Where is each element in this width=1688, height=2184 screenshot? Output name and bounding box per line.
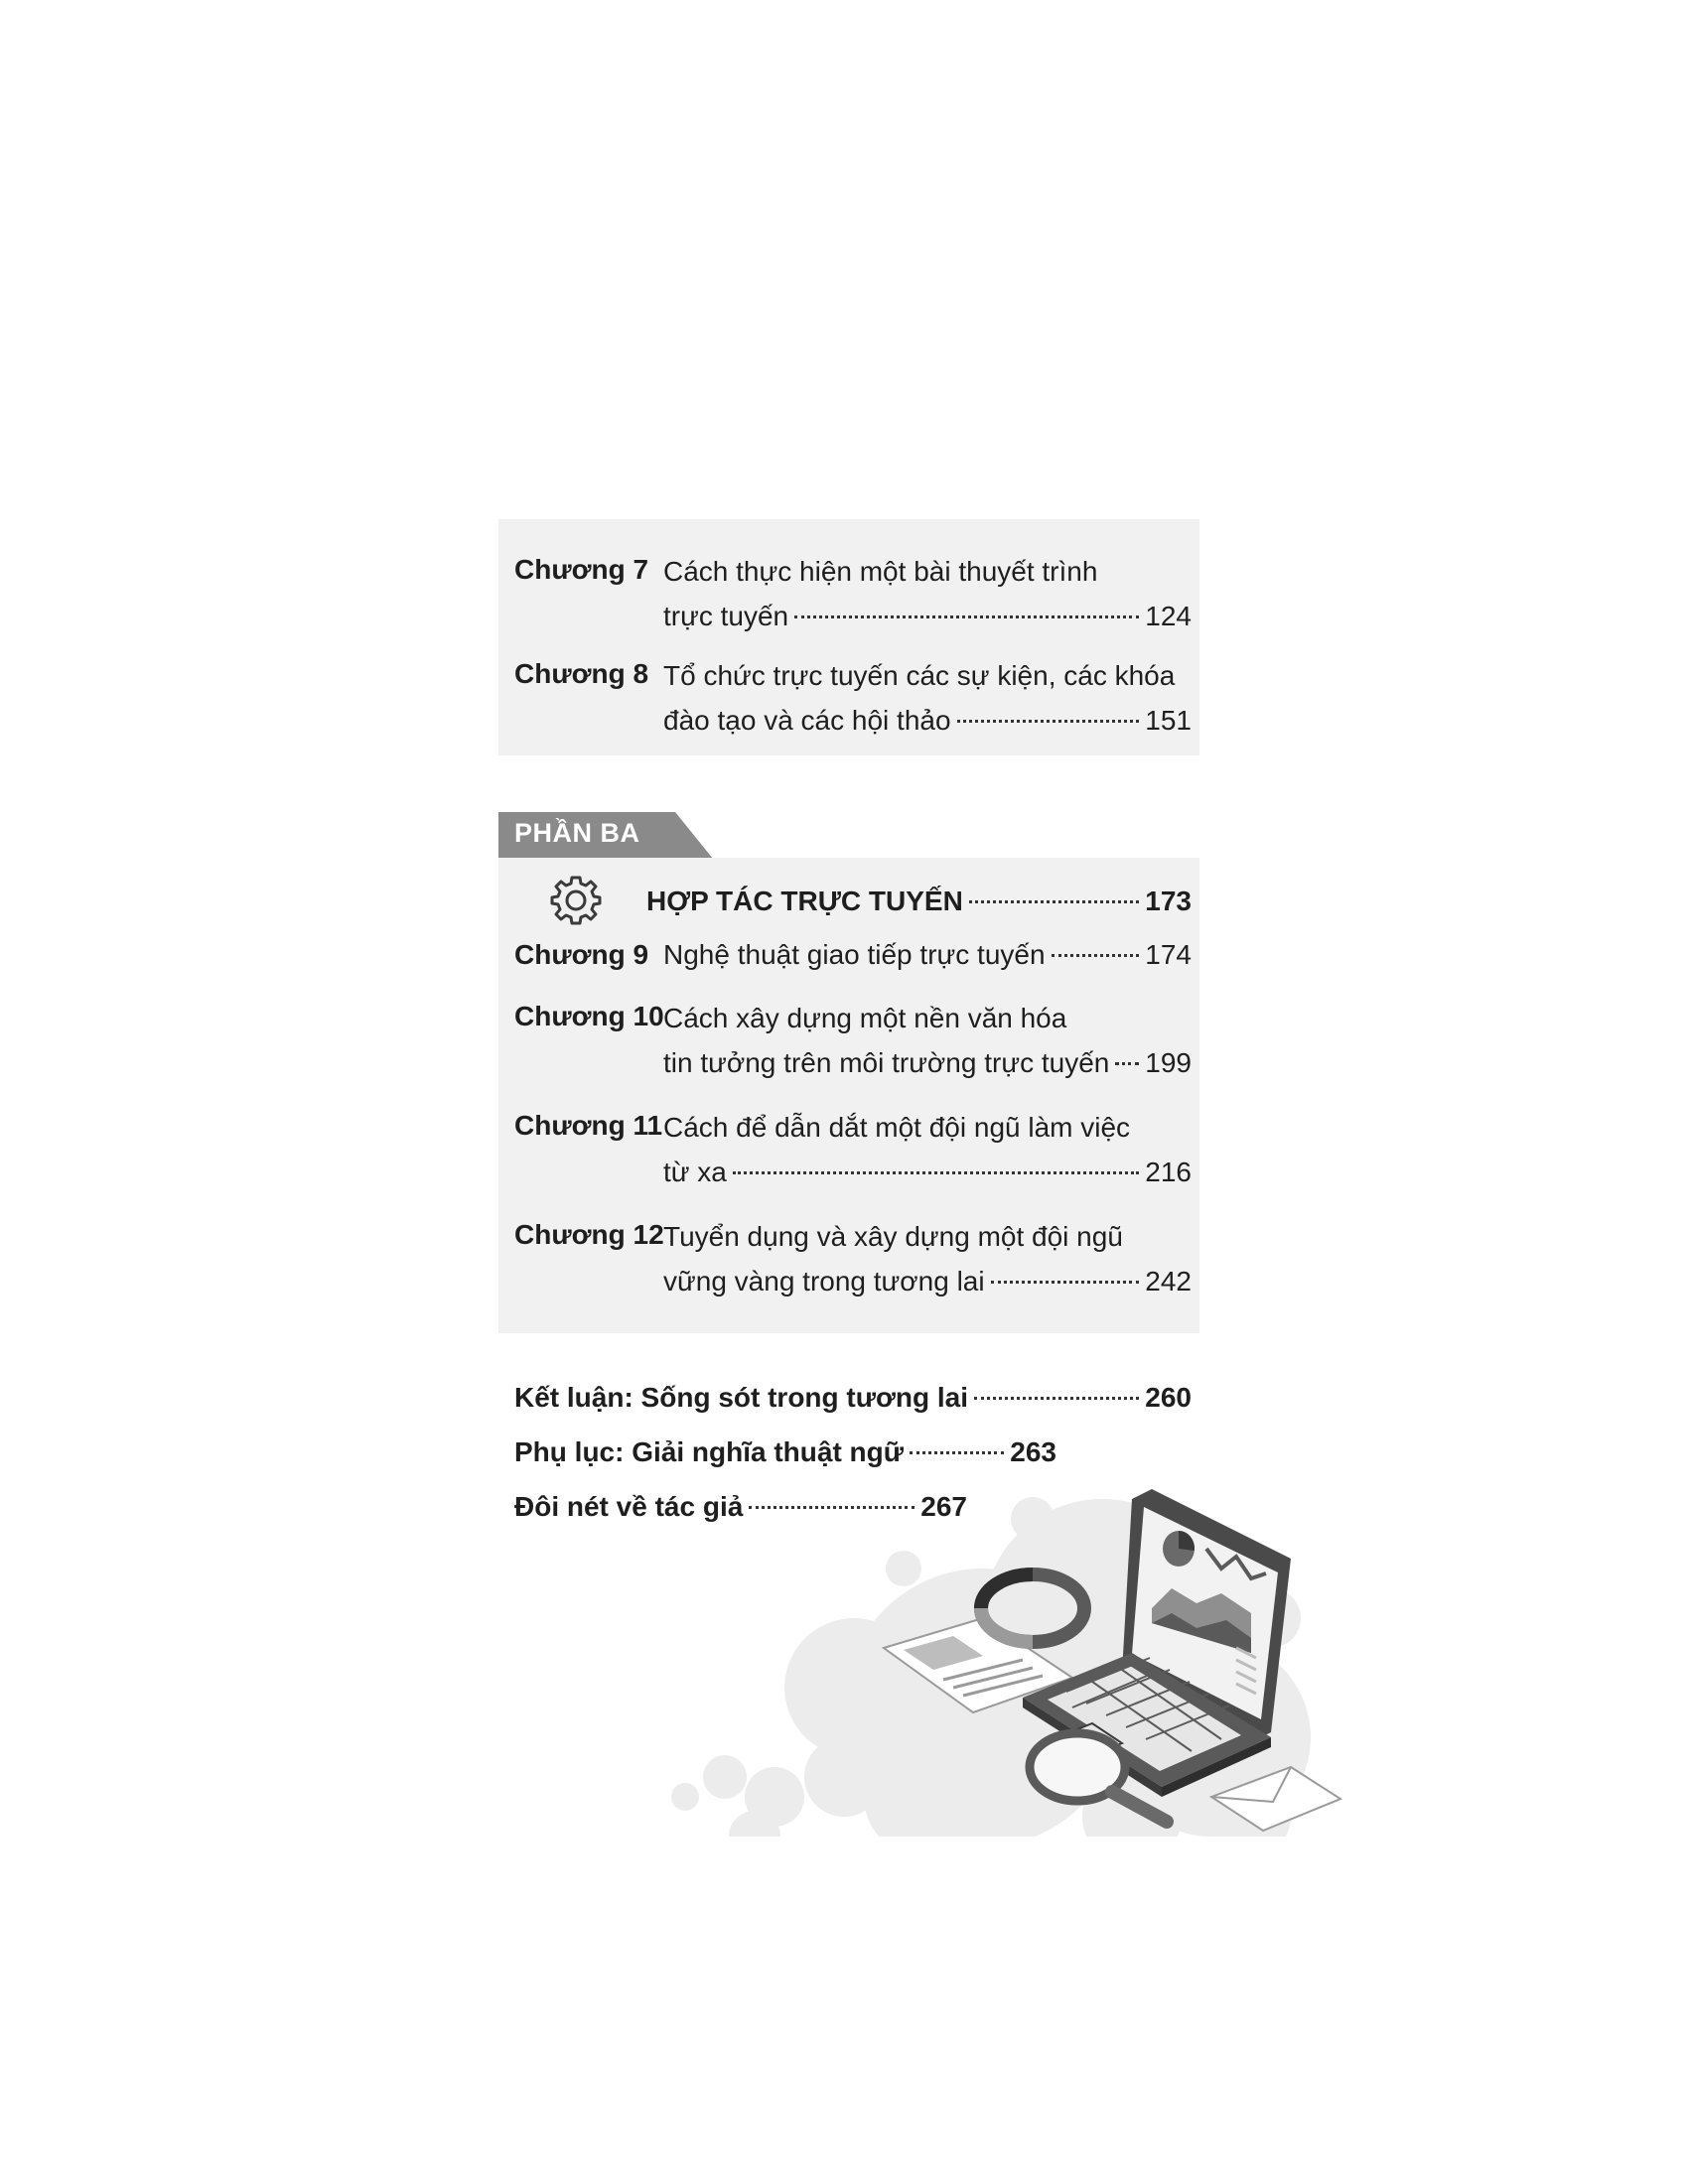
chapter-label: Chương 9 [514, 939, 649, 970]
chapter-title-line2: từ xa [663, 1157, 727, 1187]
page-number: 124 [1145, 601, 1192, 631]
part-tab-label: PHẦN BA [514, 818, 640, 848]
entry-title: Kết luận: Sống sót trong tương lai [514, 1382, 969, 1413]
dot-leader [1052, 954, 1140, 957]
chapter-title-line1: Tổ chức trực tuyến các sự kiện, các khóa [663, 660, 1176, 691]
dot-leader [957, 720, 1140, 723]
page-number: 267 [920, 1491, 967, 1522]
chapter-title-line1: Tuyển dụng và xây dựng một đội ngũ [663, 1221, 1123, 1252]
laptop-analytics-illustration [655, 1439, 1350, 1861]
chapter-title-line1: Cách thực hiện một bài thuyết trình [663, 556, 1098, 587]
chapter-title-line1: Nghệ thuật giao tiếp trực tuyến [663, 939, 1046, 970]
dot-leader [969, 900, 1139, 903]
part-tab [498, 812, 713, 859]
dot-leader [1115, 1062, 1139, 1065]
chapter-title-line2: trực tuyến [663, 601, 789, 631]
page-number: 199 [1145, 1047, 1192, 1078]
dot-leader [974, 1397, 1139, 1400]
toc-entry-conclusion[interactable] [514, 1376, 1192, 1420]
page-number: 260 [1145, 1382, 1192, 1413]
page-number: 151 [1145, 705, 1192, 736]
dot-leader [733, 1171, 1139, 1174]
entry-title: Phụ lục: Giải nghĩa thuật ngữ [514, 1436, 905, 1467]
chapter-title-line2: tin tưởng trên môi trường trực tuyến [663, 1047, 1110, 1078]
chapter-title-line2: đào tạo và các hội thảo [663, 705, 951, 736]
page-number: 263 [1010, 1436, 1056, 1467]
page-number: 242 [1145, 1266, 1192, 1297]
part-title: HỢP TÁC TRỰC TUYẾN [646, 886, 963, 916]
gear-icon [550, 874, 602, 930]
chapter-title-line2: vững vàng trong tương lai [663, 1266, 985, 1297]
dot-leader [991, 1281, 1140, 1284]
entry-title: Đôi nét về tác giả [514, 1491, 744, 1522]
dot-leader [794, 615, 1139, 618]
chapter-label: Chương 10 [514, 1001, 664, 1031]
page-number: 173 [1145, 886, 1192, 916]
chapter-title-line1: Cách để dẫn dắt một đội ngũ làm việc [663, 1112, 1131, 1143]
chapter-label: Chương 8 [514, 658, 649, 689]
part-title-entry[interactable] [646, 878, 1192, 924]
chapter-label: Chương 7 [514, 554, 649, 585]
chapter-title-line1: Cách xây dựng một nền văn hóa [663, 1003, 1067, 1033]
chapter-label: Chương 11 [514, 1110, 663, 1141]
chapter-label: Chương 12 [514, 1219, 664, 1250]
page-number: 174 [1145, 939, 1192, 970]
page-number: 216 [1145, 1157, 1192, 1187]
